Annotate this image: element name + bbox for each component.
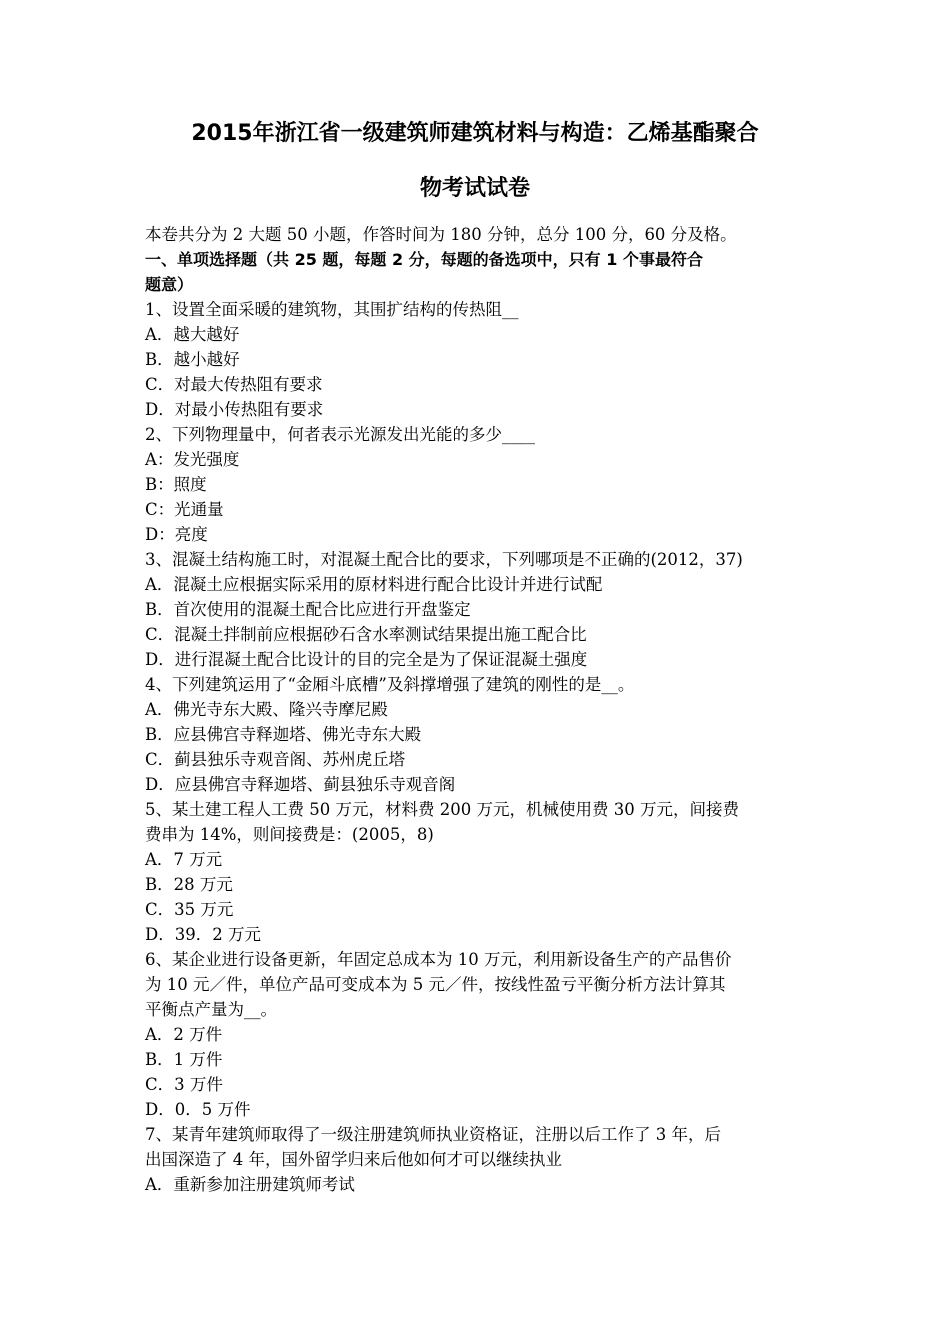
answer-option: C．混凝土拌制前应根据砂石含水率测试结果提出施工配合比 xyxy=(145,625,587,644)
answer-option: C．3 万件 xyxy=(145,1075,223,1094)
answer-option: A．佛光寺东大殿、隆兴寺摩尼殿 xyxy=(145,700,388,719)
answer-option: D．39．2 万元 xyxy=(145,925,261,944)
question-block xyxy=(145,1122,815,1197)
section-heading-line-1: 一、单项选择题（共 25 题，每题 2 分，每题的备选项中，只有 1 个事最符合 xyxy=(145,250,703,269)
answer-option: A．混凝土应根据实际采用的原材料进行配合比设计并进行试配 xyxy=(145,575,603,594)
answer-option: D．0．5 万件 xyxy=(145,1100,251,1119)
question-stem-line: 5、某土建工程人工费 50 万元，材料费 200 万元，机械使用费 30 万元，间接费 xyxy=(145,800,739,819)
answer-option: A：发光强度 xyxy=(145,450,240,469)
document-title-line-2: 物考试试卷 xyxy=(419,176,530,201)
document-body xyxy=(145,222,815,1197)
section-heading-line-2: 题意） xyxy=(145,275,194,294)
question-stem-line: 费串为 14%，则间接费是：(2005，8) xyxy=(145,825,434,844)
answer-option: B．越小越好 xyxy=(145,350,240,369)
answer-option: D．应县佛宫寺释迦塔、蓟县独乐寺观音阁 xyxy=(145,775,456,794)
answer-option: A．7 万元 xyxy=(145,850,223,869)
question-stem-line: 1、设置全面采暖的建筑物，其围扩结构的传热阻__ xyxy=(145,300,519,319)
question-block xyxy=(145,297,815,422)
question-stem-line: 4、下列建筑运用了“金厢斗底槽”及斜撑增强了建筑的刚性的是__。 xyxy=(145,675,635,694)
question-stem-line: 6、某企业进行设备更新，年固定总成本为 10 万元，利用新设备生产的产品售价 xyxy=(145,950,732,969)
answer-option: B．首次使用的混凝土配合比应进行开盘鉴定 xyxy=(145,600,471,619)
question-list xyxy=(145,297,815,1197)
answer-option: B．1 万件 xyxy=(145,1050,223,1069)
answer-option: A．越大越好 xyxy=(145,325,240,344)
answer-option: D．对最小传热阻有要求 xyxy=(145,400,324,419)
question-block xyxy=(145,797,815,947)
answer-option: B：照度 xyxy=(145,475,207,494)
question-stem-line: 3、混凝土结构施工时，对混凝土配合比的要求，下列哪项是不正确的(2012，37) xyxy=(145,550,743,569)
question-block xyxy=(145,672,815,797)
question-block xyxy=(145,422,815,547)
answer-option: C．对最大传热阻有要求 xyxy=(145,375,323,394)
answer-option: B．应县佛宫寺释迦塔、佛光寺东大殿 xyxy=(145,725,422,744)
question-block xyxy=(145,547,815,672)
question-stem-line: 7、某青年建筑师取得了一级注册建筑师执业资格证，注册以后工作了 3 年，后 xyxy=(145,1125,721,1144)
answer-option: C：光通量 xyxy=(145,500,224,519)
question-stem-line: 2、下列物理量中，何者表示光源发出光能的多少____ xyxy=(145,425,535,444)
answer-option: A．重新参加注册建筑师考试 xyxy=(145,1175,355,1194)
answer-option: D：亮度 xyxy=(145,525,208,544)
question-stem-line: 为 10 元／件，单位产品可变成本为 5 元／件，按线性盈亏平衡分析方法计算其 xyxy=(145,975,726,994)
question-block xyxy=(145,947,815,1122)
answer-option: A．2 万件 xyxy=(145,1025,223,1044)
answer-option: C．35 万元 xyxy=(145,900,234,919)
exam-intro: 本卷共分为 2 大题 50 小题，作答时间为 180 分钟，总分 100 分，60 分及格。 xyxy=(145,225,737,244)
answer-option: B．28 万元 xyxy=(145,875,233,894)
answer-option: C．蓟县独乐寺观音阁、苏州虎丘塔 xyxy=(145,750,406,769)
answer-option: D．进行混凝土配合比设计的目的完全是为了保证混凝土强度 xyxy=(145,650,588,669)
question-stem-line: 平衡点产量为__。 xyxy=(145,1000,277,1019)
question-stem-line: 出国深造了 4 年，国外留学归来后他如何才可以继续执业 xyxy=(145,1150,562,1169)
document-title-line-1: 2015年浙江省一级建筑师建筑材料与构造：乙烯基酯聚合 xyxy=(191,121,759,146)
